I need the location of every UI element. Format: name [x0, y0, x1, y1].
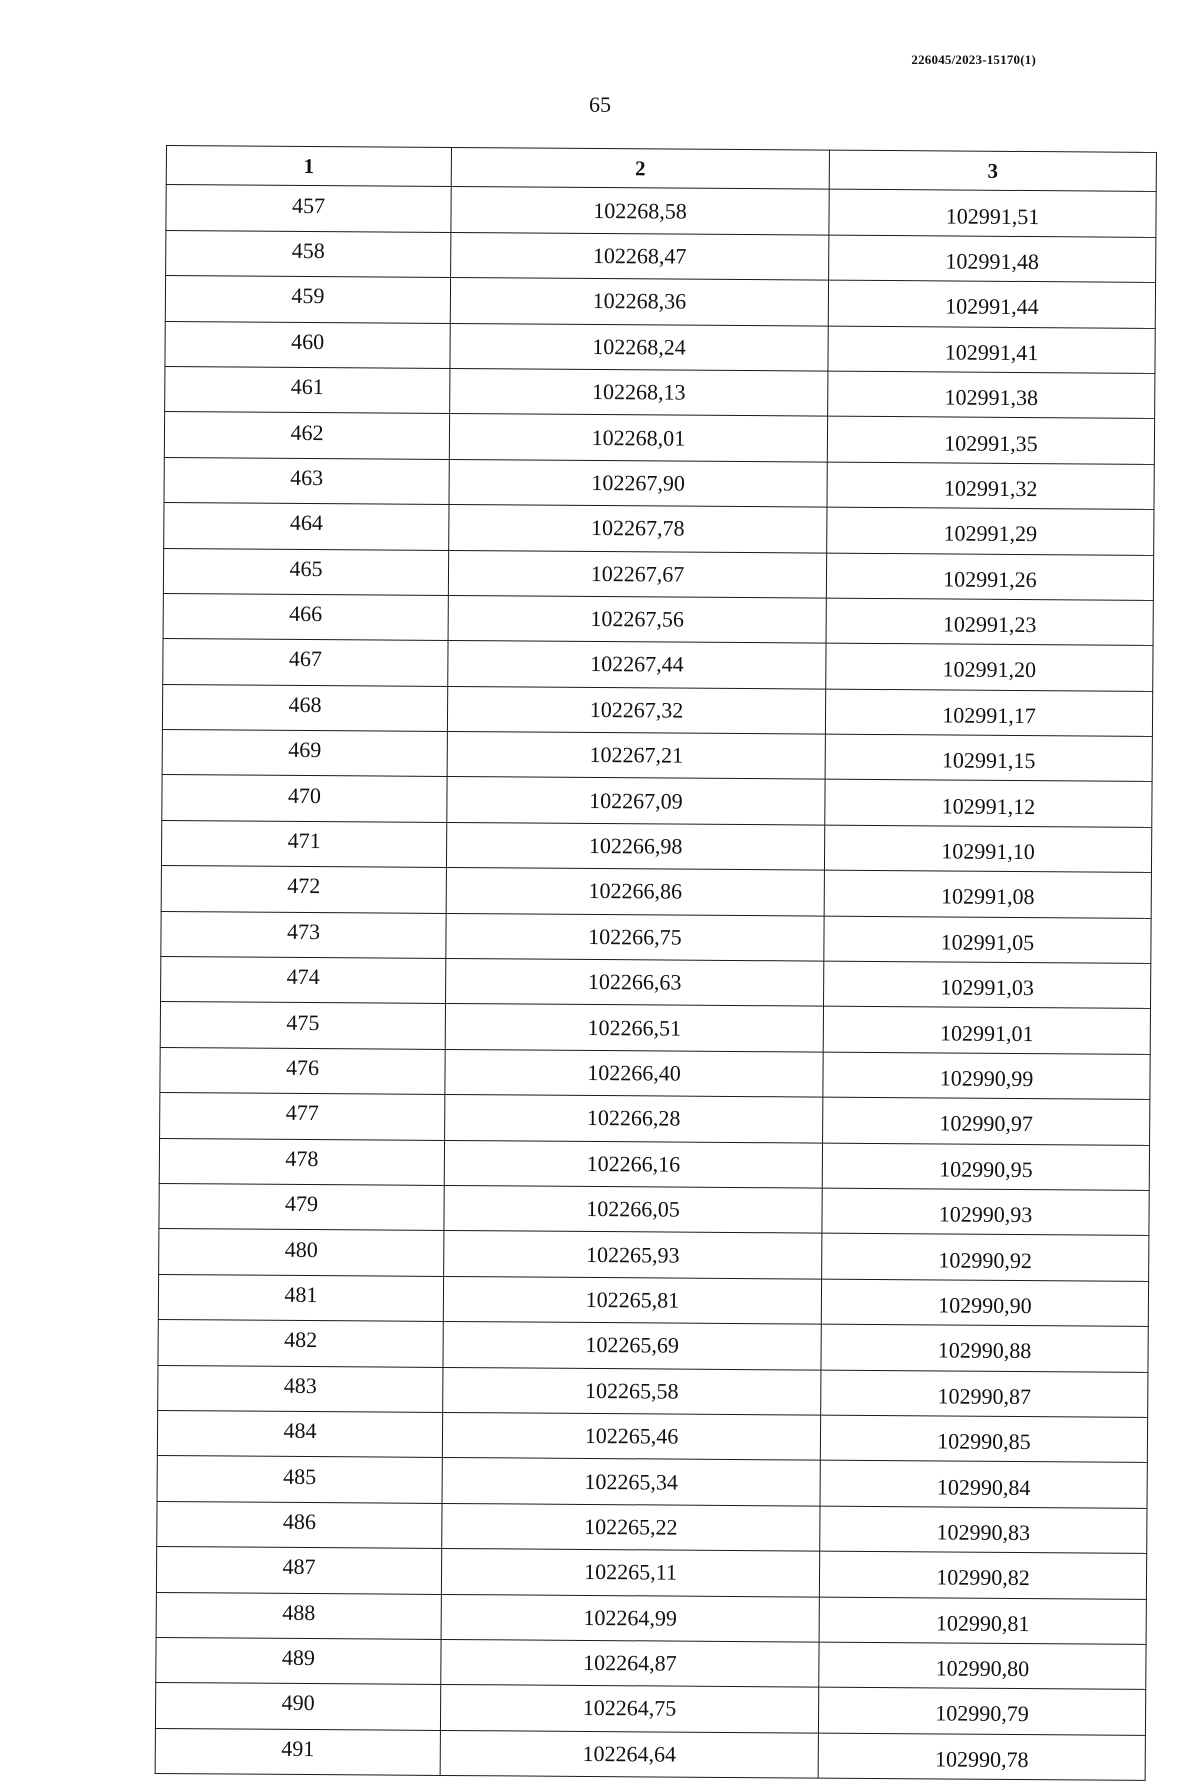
coordinate-x-cell: 102267,44: [448, 641, 826, 689]
point-number-cell: 486: [157, 1501, 442, 1548]
column-header-3: 3: [829, 150, 1156, 192]
table-row: [161, 820, 1151, 872]
coordinate-x-cell: 102266,98: [446, 822, 824, 870]
coordinate-y-cell: 102990,93: [822, 1188, 1149, 1236]
point-number-cell: 462: [164, 412, 449, 459]
table-row: [158, 1274, 1148, 1326]
table-row: [160, 1047, 1150, 1099]
table-row: [164, 503, 1154, 555]
column-header-2: 2: [451, 147, 829, 189]
point-number-cell: 460: [165, 321, 450, 368]
point-number-cell: 469: [162, 730, 447, 777]
point-number-cell: 472: [161, 866, 446, 913]
coordinate-x-cell: 102266,75: [446, 913, 824, 961]
coordinate-y-cell: 102991,03: [824, 961, 1151, 1009]
coordinate-x-cell: 102265,34: [442, 1458, 820, 1506]
coordinate-y-cell: 102990,90: [821, 1279, 1148, 1327]
coordinate-y-cell: 102991,48: [829, 235, 1156, 283]
coordinate-y-cell: 102990,87: [821, 1370, 1148, 1418]
coordinate-x-cell: 102268,01: [449, 414, 827, 462]
coordinate-x-cell: 102264,75: [440, 1685, 818, 1733]
coordinate-x-cell: 102266,86: [446, 868, 824, 916]
point-number-cell: 480: [159, 1229, 444, 1276]
table-row: [156, 1547, 1146, 1599]
coordinate-y-cell: 102990,80: [819, 1642, 1146, 1690]
point-number-cell: 476: [160, 1047, 445, 1094]
coordinate-y-cell: 102991,10: [824, 825, 1151, 873]
coordinate-y-cell: 102991,01: [823, 1007, 1150, 1055]
table-row: [157, 1456, 1147, 1508]
coordinate-y-cell: 102991,05: [824, 916, 1151, 964]
point-number-cell: 459: [165, 276, 450, 323]
point-number-cell: 457: [166, 185, 451, 232]
table-row: [160, 1002, 1150, 1054]
table-row: [157, 1501, 1147, 1553]
table-header-row: [166, 146, 1156, 192]
point-number-cell: 466: [163, 593, 448, 640]
coordinate-y-cell: 102991,26: [826, 553, 1153, 601]
point-number-cell: 482: [158, 1320, 443, 1367]
table-row: [161, 866, 1151, 918]
coordinate-x-cell: 102265,22: [442, 1503, 820, 1551]
coordinate-x-cell: 102265,11: [441, 1549, 819, 1597]
table-row: [159, 1229, 1149, 1281]
coordinate-x-cell: 102265,46: [442, 1412, 820, 1460]
coordinate-x-cell: 102266,63: [446, 959, 824, 1007]
coordinate-y-cell: 102990,99: [823, 1052, 1150, 1100]
table-row: [162, 684, 1152, 736]
coordinate-y-cell: 102990,78: [818, 1733, 1145, 1781]
coordinate-x-cell: 102265,58: [443, 1367, 821, 1415]
point-number-cell: 487: [156, 1547, 441, 1594]
coordinate-y-cell: 102991,51: [829, 190, 1156, 238]
table-row: [164, 412, 1154, 464]
coordinate-x-cell: 102268,36: [450, 278, 828, 326]
point-number-cell: 489: [156, 1637, 441, 1684]
coordinate-x-cell: 102264,64: [440, 1730, 818, 1778]
table-row: [163, 548, 1153, 600]
table-row: [159, 1183, 1149, 1235]
table-row: [165, 366, 1155, 418]
coordinate-y-cell: 102991,29: [827, 507, 1154, 555]
coordinate-x-cell: 102267,21: [447, 732, 825, 780]
point-number-cell: 468: [162, 684, 447, 731]
table-row: [166, 230, 1156, 282]
point-number-cell: 484: [157, 1410, 442, 1457]
table-row: [159, 1138, 1149, 1190]
table-row: [158, 1320, 1148, 1372]
point-number-cell: 491: [155, 1728, 440, 1775]
table-row: [165, 276, 1155, 328]
coordinate-y-cell: 102990,82: [819, 1551, 1146, 1599]
point-number-cell: 470: [162, 775, 447, 822]
table-row: [155, 1683, 1145, 1735]
coordinate-y-cell: 102991,32: [827, 462, 1154, 510]
coordinate-y-cell: 102991,41: [828, 326, 1155, 374]
point-number-cell: 471: [161, 820, 446, 867]
table-row: [155, 1728, 1145, 1780]
point-number-cell: 485: [157, 1456, 442, 1503]
table-row: [156, 1592, 1146, 1644]
coordinate-y-cell: 102990,92: [822, 1233, 1149, 1281]
table-body: [155, 185, 1156, 1781]
table-row: [165, 321, 1155, 373]
coordinate-y-cell: 102991,23: [826, 598, 1153, 646]
coordinate-y-cell: 102990,79: [818, 1687, 1145, 1735]
point-number-cell: 461: [165, 366, 450, 413]
coordinate-y-cell: 102991,35: [827, 416, 1154, 464]
table-row: [157, 1410, 1147, 1462]
coordinate-y-cell: 102990,83: [820, 1506, 1147, 1554]
page-number: 65: [589, 92, 611, 117]
coordinate-x-cell: 102266,40: [445, 1049, 823, 1097]
coordinate-x-cell: 102268,13: [450, 368, 828, 416]
coordinate-y-cell: 102991,12: [825, 780, 1152, 828]
point-number-cell: 483: [158, 1365, 443, 1412]
table-row: [163, 639, 1153, 691]
coordinate-x-cell: 102267,09: [447, 777, 825, 825]
point-number-cell: 488: [156, 1592, 441, 1639]
coordinate-x-cell: 102268,24: [450, 323, 828, 371]
point-number-cell: 463: [164, 457, 449, 504]
column-header-1: 1: [166, 146, 451, 187]
coordinate-x-cell: 102264,87: [441, 1639, 819, 1687]
coordinate-x-cell: 102265,93: [444, 1231, 822, 1279]
coordinate-y-cell: 102990,81: [819, 1597, 1146, 1645]
coordinate-y-cell: 102990,95: [822, 1143, 1149, 1191]
coordinate-x-cell: 102267,32: [447, 686, 825, 734]
coordinate-y-cell: 102990,84: [820, 1460, 1147, 1508]
coordinate-x-cell: 102264,99: [441, 1594, 819, 1642]
document-id: 226045/2023-15170(1): [911, 52, 1036, 67]
point-number-cell: 458: [166, 230, 451, 277]
table-row: [161, 957, 1151, 1009]
point-number-cell: 474: [161, 957, 446, 1004]
coordinate-x-cell: 102266,16: [444, 1140, 822, 1188]
coordinate-x-cell: 102267,90: [449, 459, 827, 507]
point-number-cell: 481: [158, 1274, 443, 1321]
table-row: [166, 185, 1156, 237]
table-row: [164, 457, 1154, 509]
table-row: [161, 911, 1151, 963]
point-number-cell: 475: [160, 1002, 445, 1049]
table-row: [158, 1365, 1148, 1417]
coordinate-x-cell: 102265,81: [443, 1276, 821, 1324]
point-number-cell: 490: [155, 1683, 440, 1730]
coordinate-y-cell: 102991,15: [825, 734, 1152, 782]
point-number-cell: 465: [163, 548, 448, 595]
table-row: [156, 1637, 1146, 1689]
coordinate-x-cell: 102267,67: [448, 550, 826, 598]
point-number-cell: 473: [161, 911, 446, 958]
coordinate-y-cell: 102991,38: [828, 371, 1155, 419]
point-number-cell: 464: [164, 503, 449, 550]
coordinates-table: [155, 145, 1157, 1781]
point-number-cell: 478: [159, 1138, 444, 1185]
coordinate-x-cell: 102267,56: [448, 595, 826, 643]
coordinate-y-cell: 102990,85: [820, 1415, 1147, 1463]
point-number-cell: 467: [163, 639, 448, 686]
coordinate-y-cell: 102990,97: [823, 1097, 1150, 1145]
table-row: [160, 1093, 1150, 1145]
coordinate-y-cell: 102990,88: [821, 1324, 1148, 1372]
table-row: [162, 730, 1152, 782]
coordinate-x-cell: 102265,69: [443, 1322, 821, 1370]
table-row: [163, 593, 1153, 645]
coordinate-x-cell: 102267,78: [449, 505, 827, 553]
coordinate-x-cell: 102266,51: [445, 1004, 823, 1052]
coordinate-y-cell: 102991,08: [824, 870, 1151, 918]
coordinate-y-cell: 102991,17: [825, 689, 1152, 737]
coordinate-x-cell: 102268,47: [451, 232, 829, 280]
point-number-cell: 477: [160, 1093, 445, 1140]
table-row: [162, 775, 1152, 827]
coordinate-y-cell: 102991,44: [828, 280, 1155, 328]
point-number-cell: 479: [159, 1183, 444, 1230]
coordinate-x-cell: 102268,58: [451, 187, 829, 235]
coordinate-x-cell: 102266,05: [444, 1185, 822, 1233]
coordinate-x-cell: 102266,28: [445, 1095, 823, 1143]
coordinate-y-cell: 102991,20: [826, 643, 1153, 691]
